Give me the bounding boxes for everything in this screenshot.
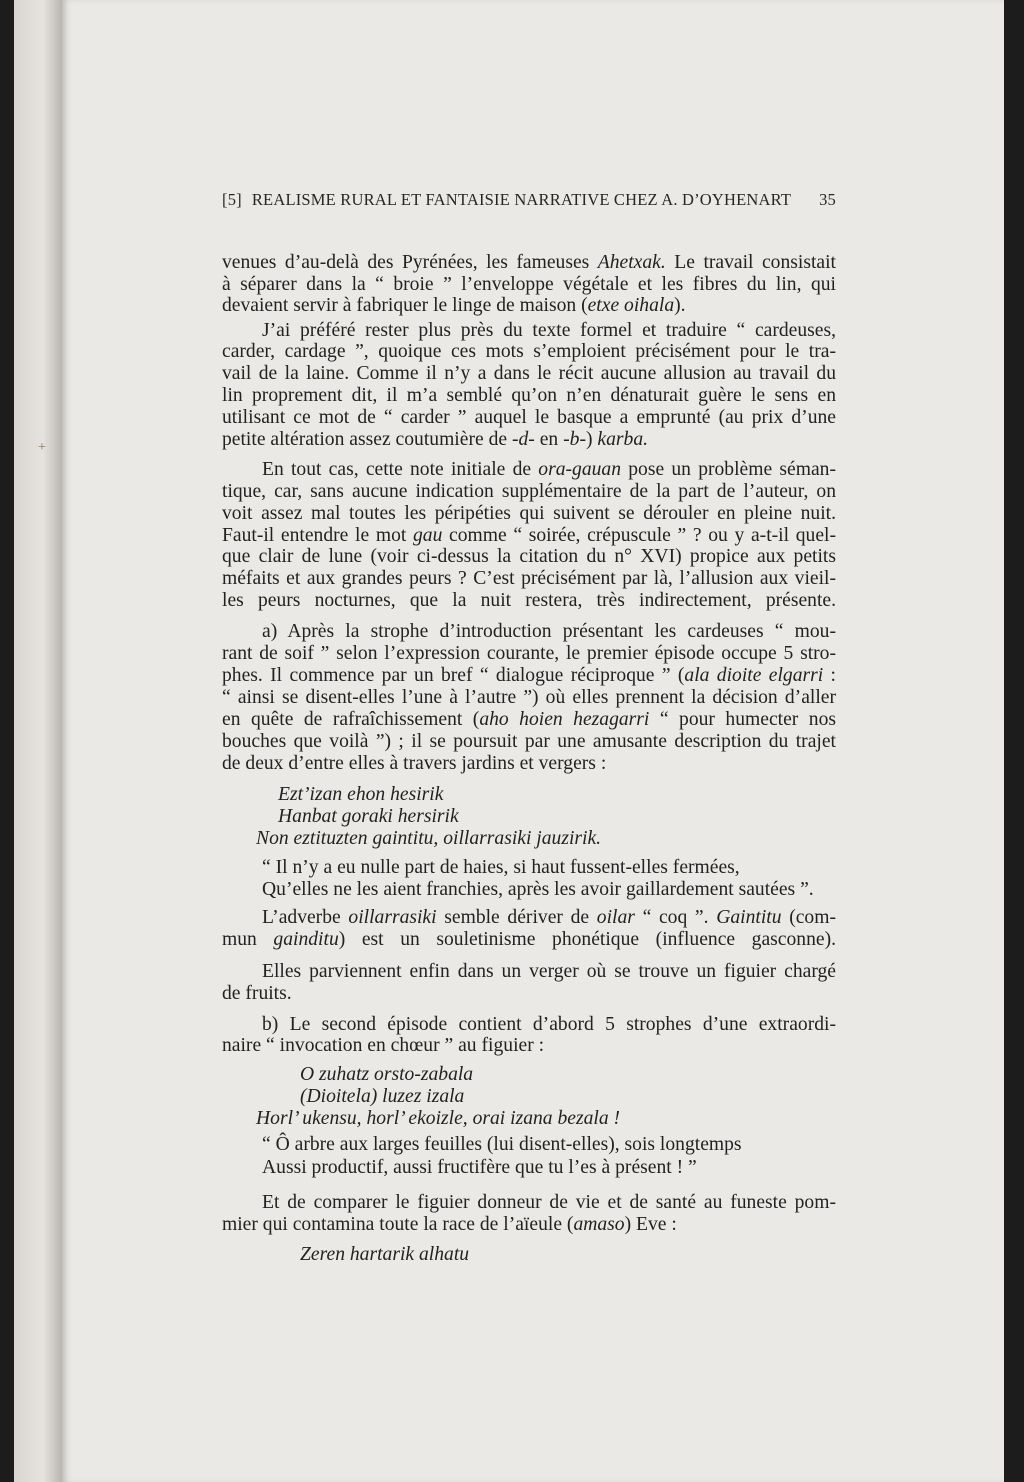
text-line [222,687,836,709]
text-line [222,929,836,951]
text-segment: lin proprement dit, il m’a semblé qu’on n’en dénaturait guère le sens en [222,385,836,406]
italic-text: -d- [511,429,535,450]
text-line [222,274,836,296]
italic-text: (Dioitela) luzez izala [300,1086,465,1107]
text-line [256,1108,620,1130]
italic-text: gau [412,525,443,546]
text-line [300,1244,469,1266]
italic-text: etxe oihala [587,295,675,316]
italic-text: O zuhatz orsto-zabala [300,1064,474,1085]
text-segment: vail de la laine. Comme il n’y a dans le récit aucune allusion au travail du [222,363,836,384]
text-line [222,1035,544,1057]
text-line [222,590,836,612]
text-segment: comme “ soirée, crépuscule ” ? ou y a-t-il quel- [442,525,836,546]
text-segment: ) Eve : [624,1214,677,1235]
text-line [222,731,836,753]
italic-text: oilar [596,907,635,928]
text-line [278,806,459,828]
text-segment: en quête de rafraîchissement ( [222,709,480,730]
text-line [262,320,836,342]
text-segment: J’ai préféré rester plus près du texte formel et traduire “ cardeuses, [262,320,836,341]
running-header [222,190,836,210]
text-line [222,407,836,429]
text-segment: L’adverbe [262,907,349,928]
text-segment: Et de comparer le figuier donneur de vie et de santé au funeste pom- [262,1192,836,1213]
text-segment: mun [222,929,274,950]
text-segment: Qu’elles ne les aient franchies, après les avoir gaillardement sautées ”. [262,879,814,900]
registration-mark: + [38,440,46,455]
text-segment: bouches que voilà ”) ; il se poursuit par une amusante description du trajet [222,731,836,752]
italic-text: Zeren hartarik alhatu [300,1244,470,1265]
text-segment: venues d’au-delà des Pyrénées, les fameuses [222,252,598,273]
page-number: 35 [819,190,836,209]
text-segment: mier qui contamina toute la race de l’aïeule ( [222,1214,574,1235]
text-segment: Faut-il entendre le mot [222,525,413,546]
text-segment: b) Le second épisode contient d’abord 5 strophes d’une extraordi- [262,1014,836,1035]
text-line [222,568,836,590]
text-segment: “ coq ”. [634,907,717,928]
text-line [222,481,836,503]
italic-text: ala dioite elgarri [684,665,824,686]
text-segment: voit assez mal toutes les péripéties qui suivent se dérouler en pleine nuit. [222,503,836,524]
section-number: [5] [222,190,242,209]
text-segment: ). [674,295,686,316]
text-segment: rant de soif ” selon l’expression courante, le premier épisode occupe 5 stro- [222,643,836,664]
text-segment: a) Après la strophe d’introduction présentant les cardeuses “ mou- [262,621,836,642]
italic-text: Ezt’izan ehon hesirik [278,784,444,805]
text-line [262,1192,836,1214]
italic-text: Ahetxak. [597,252,666,273]
text-segment: Elles parviennent enfin dans un verger où se trouve un figuier chargé [262,961,836,982]
italic-text: karba. [597,429,649,450]
text-segment: “ ainsi se disent-elles l’une à l’autre ”) où elles prennent la décision d’aller [222,687,836,708]
left-page-edge [14,0,62,1482]
text-segment: à séparer dans la “ broie ” l’enveloppe végétale et les fibres du lin, qui [222,274,836,295]
text-segment: pose un problème séman- [621,459,836,480]
text-segment: phes. Il commence par un bref “ dialogue réciproque ” ( [222,665,685,686]
text-segment: En tout cas, cette note initiale de [262,459,539,480]
text-line [222,643,836,665]
text-line [262,1157,697,1179]
text-segment: naire “ invocation en chœur ” au figuier : [222,1035,545,1056]
text-line [256,828,601,850]
italic-text: gainditu [273,929,339,950]
text-segment: de deux d’entre elles à travers jardins et vergers : [222,753,607,774]
text-line [300,1086,464,1108]
italic-text: Horl’ ukensu, horl’ ekoizle, orai izana bezala ! [256,1108,621,1129]
text-line [222,1214,677,1236]
text-segment: (com- [781,907,836,928]
text-line [222,665,836,687]
italic-text: Gaintitu [716,907,782,928]
text-line [222,341,836,363]
text-segment: tique, car, sans aucune indication supplémentaire de la part de l’auteur, on [222,481,836,502]
text-line [222,295,686,317]
italic-text: ora-gauan [538,459,622,480]
text-line [222,546,836,568]
text-line [222,983,292,1005]
text-line [222,525,836,547]
text-line [222,363,836,385]
italic-text: aho hoien hezagarri [479,709,650,730]
italic-text: -b- [563,429,586,450]
text-line [262,907,836,929]
text-line [222,429,648,451]
text-line [222,709,836,731]
text-segment: ) [585,429,598,450]
text-line [262,961,836,983]
text-segment: ) est un souletinisme phonétique (influence gasconne). [338,929,836,950]
text-line [278,784,443,806]
text-line [262,1134,742,1156]
text-line [222,252,836,274]
text-segment: petite altération assez coutumière de [222,429,512,450]
text-segment: semble dériver de [436,907,597,928]
text-segment: en [534,429,564,450]
text-segment: les peurs nocturnes, que la nuit restera, très indirectement, présente. [222,590,836,611]
text-line [262,621,836,643]
text-line [300,1064,473,1086]
text-segment: Aussi productif, aussi fructifère que tu l’es à présent ! ” [262,1157,697,1178]
italic-text: Hanbat goraki hersirik [278,806,459,827]
text-segment: que clair de lune (voir ci-dessus la citation du n° XVI) propice aux petits [222,546,836,567]
italic-text: Non eztituzten gaintitu, oillarrasiki jauzirik. [256,828,602,849]
text-segment: Le travail consistait [665,252,836,273]
text-line [222,753,606,775]
text-segment: carder, cardage ”, quoique ces mots s’emploient précisément pour le tra- [222,341,836,362]
text-line [262,879,814,901]
italic-text: amaso [573,1214,625,1235]
text-segment: devaient servir à fabriquer le linge de maison ( [222,295,588,316]
text-line [222,503,836,525]
text-segment: : [823,665,836,686]
text-line [262,1014,836,1036]
text-segment: “ pour humecter nos [649,709,837,730]
text-segment: méfaits et aux grandes peurs ? C’est précisément par là, l’allusion aux vieil- [222,568,836,589]
text-line [262,459,836,481]
text-segment: “ Ô arbre aux larges feuilles (lui disent-elles), sois longtemps [262,1134,742,1155]
text-line [222,385,836,407]
text-segment: de fruits. [222,983,292,1004]
running-title: REALISME RURAL ET FANTAISIE NARRATIVE CHEZ A. D’OYHENART [251,190,792,209]
text-line [262,857,740,879]
text-segment: utilisant ce mot de “ carder ” auquel le basque a emprunté (au prix d’une [222,407,836,428]
text-segment: “ Il n’y a eu nulle part de haies, si haut fussent-elles fermées, [262,857,740,878]
italic-text: oillarrasiki [348,907,437,928]
